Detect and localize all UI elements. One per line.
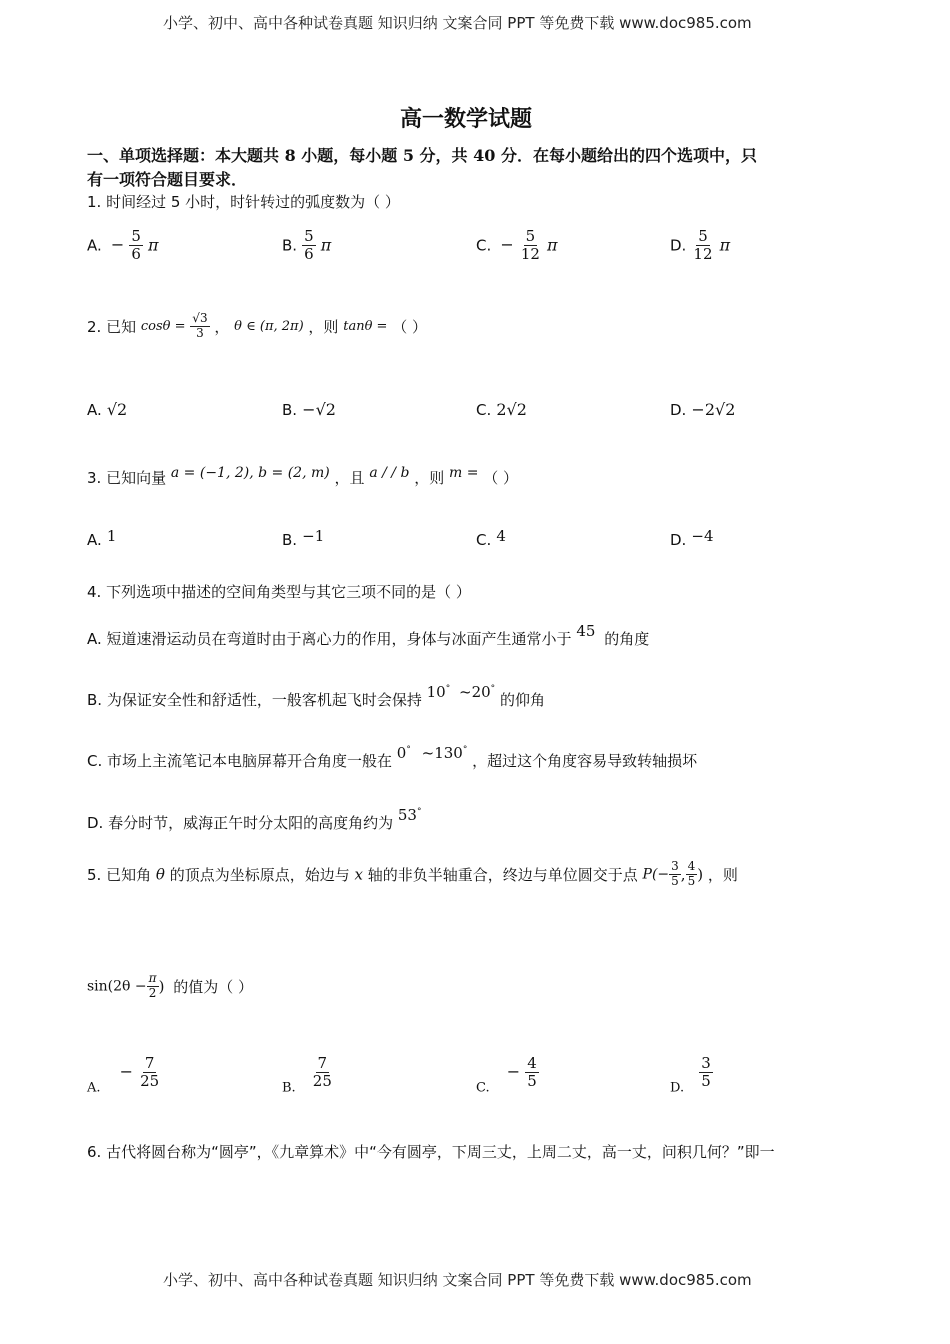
q2-option-a[interactable]: A. √2: [87, 400, 128, 419]
footer-banner: 小学、初中、高中各种试卷真题 知识归纳 文案合同 PPT 等免费下载 www.doc985.com: [163, 1271, 752, 1289]
q1-option-d[interactable]: D. $\frac{5}{12}$ π: [670, 227, 731, 264]
q1-option-a-fraction: $\frac{5}{6}$: [131, 227, 141, 264]
q5-option-b[interactable]: $_{B.}$ $\frac{7}{25}$: [282, 1054, 332, 1096]
q1-stem: 1. 时间经过 5 小时，时针转过的弧度数为（ ）: [87, 193, 400, 211]
q4-option-a[interactable]: A. 短道速滑运动员在弯道时由于离心力的作用，身体与冰面产生通常小于 45 的角度: [87, 622, 650, 648]
q2-cos-fraction: $\frac{√3}{3}$: [192, 311, 208, 340]
q1-option-d-label: D.: [670, 236, 687, 255]
q5-expression: sin(2θ − $\frac{\pi}{2}$ ) 的值为（ ）: [87, 971, 253, 1000]
q1-option-a[interactable]: A. − $\frac{5}{6}$ π: [87, 227, 159, 264]
q1-option-c-fraction: $\frac{5}{12}$: [520, 227, 540, 264]
q5-pi-half-fraction: $\frac{\pi}{2}$: [148, 971, 157, 1000]
q3-option-a[interactable]: A. 1: [87, 527, 117, 549]
q1-option-d-fraction: $\frac{5}{12}$: [693, 227, 713, 264]
q3-option-c[interactable]: C. 4: [476, 527, 506, 549]
q1-option-b[interactable]: B. $\frac{5}{6}$ π: [282, 227, 332, 264]
section-heading-line2: 有一项符合题目要求．: [87, 170, 248, 189]
q2-option-d[interactable]: D. −2√2: [670, 400, 736, 419]
q5-option-a[interactable]: $_{A.}$ − $\frac{7}{25}$: [87, 1054, 160, 1096]
q6-stem: 6. 古代将圆台称为“圆亭”，《九章算术》中“今有圆亭，下周三丈，上周二丈，高一丈，问积几何？”即一: [87, 1143, 775, 1161]
q5-stem: 5. 已知角 θ 的顶点为坐标原点，始边与 x 轴的非负半轴重合，终边与单位圆交于点 P(− $\frac{3}{5}$ , $\frac{4}{5}$ ) ，则: [87, 859, 738, 888]
q1-option-c-label: C.: [476, 236, 492, 255]
q5-option-d[interactable]: $_{D.}$ $\frac{3}{5}$: [670, 1054, 711, 1096]
q1-option-b-label: B.: [282, 236, 298, 255]
q1-option-a-label: A.: [87, 236, 102, 255]
q4-option-b[interactable]: B. 为保证安全性和舒适性，一般客机起飞时会保持 10° ~20° 的仰角: [87, 683, 545, 709]
q5-point-x-fraction: $\frac{3}{5}$: [671, 859, 679, 888]
q2-option-b[interactable]: B. −√2: [282, 400, 336, 419]
q2-option-c[interactable]: C. 2√2: [476, 400, 527, 419]
page-title: 高一数学试题: [400, 106, 533, 132]
q1-option-c[interactable]: C. − $\frac{5}{12}$ π: [476, 227, 558, 264]
q1-option-b-fraction: $\frac{5}{6}$: [304, 227, 314, 264]
section-heading-line1: 一、单项选择题：本大题共 8 小题，每小题 5 分，共 40 分．在每小题给出的四个选项中，只: [87, 146, 757, 165]
q5-point-y-fraction: $\frac{4}{5}$: [687, 859, 696, 888]
q3-option-d[interactable]: D. −4: [670, 527, 714, 549]
q3-stem: 3. 已知向量 a = (−1, 2), b = (2, m) ，且 a / / b ，则 m = （ ）: [87, 465, 519, 487]
q4-option-c[interactable]: C. 市场上主流笔记本电脑屏幕开合角度一般在 0° ~130° ，超过这个角度容易导致转轴损坏: [87, 744, 698, 770]
header-banner: 小学、初中、高中各种试卷真题 知识归纳 文案合同 PPT 等免费下载 www.doc985.com: [163, 14, 752, 32]
q3-option-b[interactable]: B. −1: [282, 527, 325, 549]
q5-option-c[interactable]: $_{C.}$ − $\frac{4}{5}$: [476, 1054, 537, 1096]
q4-option-d[interactable]: D. 春分时节，威海正午时分太阳的高度角约为 53°: [87, 806, 422, 832]
q2-stem: 2. 已知 cosθ = $\frac{√3}{3}$ ， θ ∈ (π, 2π) ，则 tanθ = （ ）: [87, 311, 427, 340]
q4-stem: 4. 下列选项中描述的空间角类型与其它三项不同的是（ ）: [87, 583, 471, 601]
